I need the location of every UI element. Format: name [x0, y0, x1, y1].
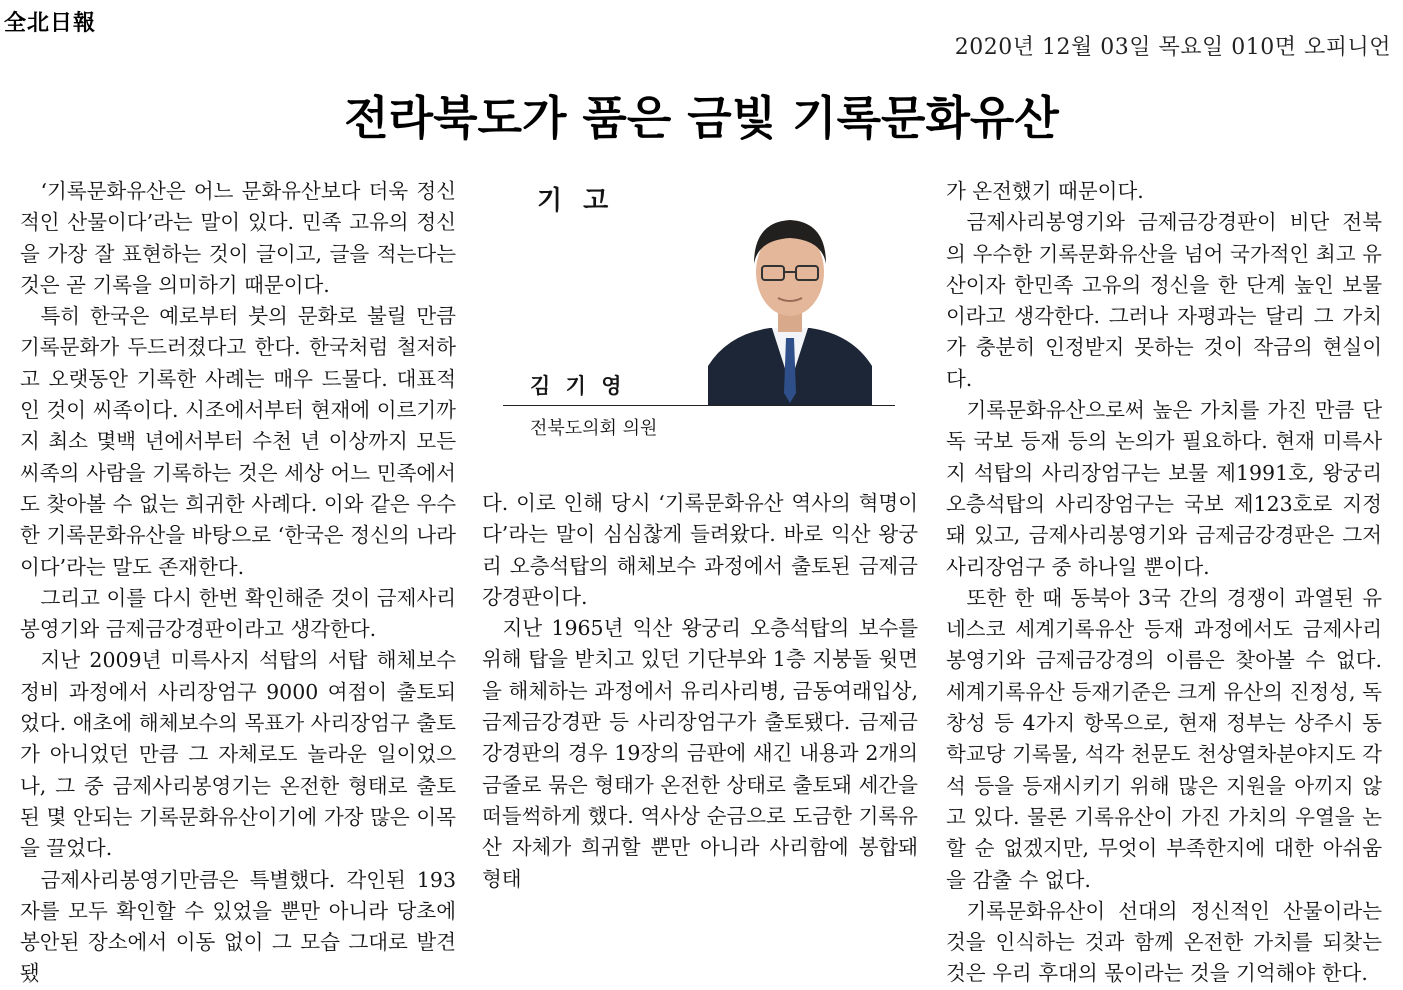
paragraph: 기록문화유산이 선대의 정신적인 산물이라는 것을 인식하는 것과 함께 온전한 가치를 되찾는 것은 우리 후대의 몫이라는 것을 기억해야 한다. — [946, 898, 1382, 986]
author-portrait — [708, 188, 872, 406]
paragraph: 그리고 이를 다시 한번 확인해준 것이 금제사리봉영기와 금제금강경판이라고 생각한다. — [20, 585, 456, 642]
paragraph: ‘기록문화유산은 어느 문화유산보다 더욱 정신적인 산물이다’라는 말이 있다. 민족 고유의 정신을 가장 잘 표현하는 것이 글이고, 글을 적는다는 것은 곧 기록을 의미하기 때문이다. — [20, 179, 456, 297]
paragraph: 다. 이로 인해 당시 ‘기록문화유산 역사의 혁명이다’라는 말이 심심찮게 들려왔다. 바로 익산 왕궁리 오층석탑의 해체보수 과정에서 출토된 금제금강경판이다. — [482, 491, 918, 609]
paragraph: 지난 2009년 미륵사지 석탑의 서탑 해체보수정비 과정에서 사리장엄구 9000 여점이 출토되었다. 애초에 해체보수의 목표가 사리장엄구 출토가 아니었던 만큼 그 자체로도 놀라운 일이었으나, 그 중 금제사리봉영기는 온전한 형태로 출토된 몇 안되는 기록문화유산이기에 가장 많은 이목을 끌었다. — [20, 648, 456, 861]
paragraph: 금제사리봉영기와 금제금강경판이 비단 전북의 우수한 기록문화유산을 넘어 국가적인 최고 유산이자 한민족 고유의 정신을 한 단계 높인 보물이라고 생각한다. 그러나 자평과는 달리 그 가치가 충분히 인정받지 못하는 것이 작금의 현실이다. — [946, 210, 1382, 391]
article-column-2 — [482, 488, 918, 895]
paragraph: 특히 한국은 예로부터 붓의 문화로 불릴 만큼 기록문화가 두드러졌다고 한다. 한국처럼 철저하고 오랫동안 기록한 사례는 매우 드물다. 대표적인 것이 씨족이다. 시조에서부터 현재에 이르기까지 최소 몇백 년에서부터 수천 년 이상까지 모든 씨족의 사람을 기록하는 것은 세상 어느 민족에서도 찾아볼 수 없는 희귀한 사례다. 이와 같은 우수한 기록문화유산을 바탕으로 ‘한국은 정신의 나라이다’라는 말도 존재한다. — [20, 304, 456, 579]
article-column-1 — [20, 176, 456, 990]
paragraph: 금제사리봉영기만큼은 특별했다. 각인된 193자를 모두 확인할 수 있었을 뿐만 아니라 당초에 봉안된 장소에서 이동 없이 그 모습 그대로 발견됐 — [20, 867, 456, 986]
author-name: 김 기 영 — [530, 374, 626, 398]
paragraph: 가 온전했기 때문이다. — [946, 179, 1144, 203]
paragraph: 또한 한 때 동북아 3국 간의 경쟁이 과열된 유네스코 세계기록유산 등재 과정에서도 금제사리봉영기와 금제금강경의 이름은 찾아볼 수 없다. 세계기록유산 등재기준은 크게 유산의 진정성, 독창성 등 4가지 항목으로, 현재 정부는 상주시 동학교당 기록물, 석각 천문도 천상열차분야지도 각석 등을 등재시키기 위해 많은 지원을 아끼지 않고 있다. 물론 기록유산이 가진 가치의 우열을 논할 순 없겠지만, 무엇이 부족한지에 대한 아쉬움을 감출 수 없다. — [946, 585, 1382, 892]
newspaper-masthead: 全北日報 — [4, 11, 97, 36]
dateline: 2020년 12월 03일 목요일 010면 오피니언 — [954, 35, 1391, 60]
headline: 전라북도가 품은 금빛 기록문화유산 — [344, 91, 1059, 145]
paragraph: 기록문화유산으로써 높은 가치를 가진 만큼 단독 국보 등재 등의 논의가 필요하다. 현재 미륵사지 석탑의 사리장엄구는 보물 제1991호, 왕궁리 오층석탑의 사리장엄구는 국보 제123호로 지정돼 있고, 금제사리봉영기와 금제금강경판은 그저 사리장엄구 중 하나일 뿐이다. — [946, 398, 1382, 579]
paragraph: 지난 1965년 익산 왕궁리 오층석탑의 보수를 위해 탑을 받치고 있던 기단부와 1층 지붕돌 윗면을 해체하는 과정에서 유리사리병, 금동여래입상, 금제금강경판 등 사리장엄구가 출토됐다. 금제금강경판의 경우 19장의 금판에 새긴 내용과 2개의 금줄로 묶은 형태가 온전한 상태로 출토돼 세간을 떠들썩하게 했다. 역사상 순금으로 도금한 기록유산 자체가 희귀할 뿐만 아니라 사리함에 봉합돼 형태 — [482, 616, 918, 891]
author-title: 전북도의회 의원 — [530, 418, 658, 439]
article-column-3 — [946, 176, 1382, 990]
column-label: 기 고 — [537, 186, 615, 216]
author-divider — [503, 405, 895, 406]
